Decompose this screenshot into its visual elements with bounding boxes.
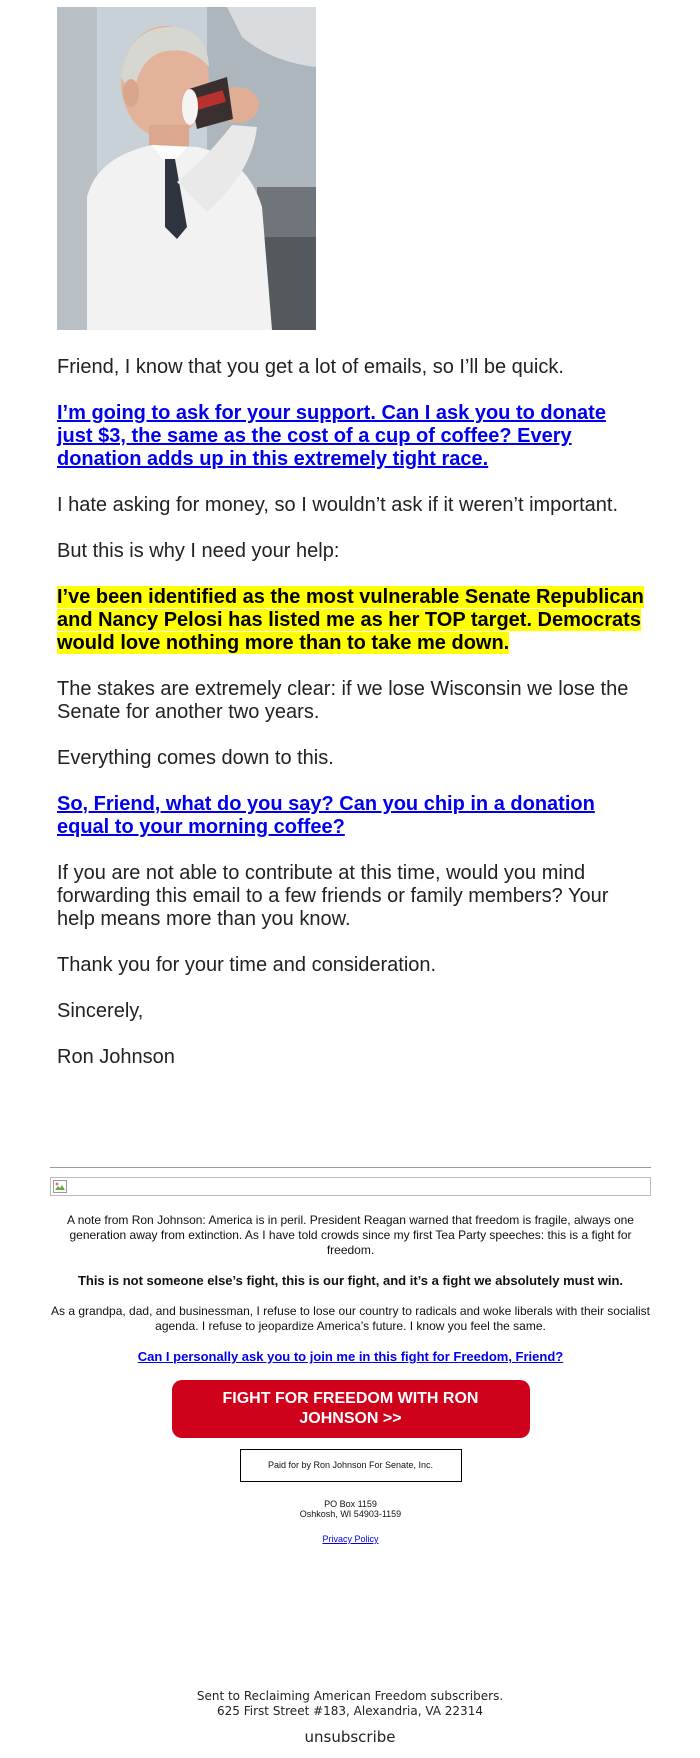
letter-paragraph: I hate asking for money, so I wouldn’t ask if it weren’t important. bbox=[57, 494, 618, 516]
fight-for-freedom-button[interactable]: FIGHT FOR FREEDOM WITH RON JOHNSON >> bbox=[172, 1380, 530, 1438]
donate-link-paragraph bbox=[57, 793, 647, 839]
letter-paragraph: If you are not able to contribute at this time, would you mind forwarding this email to a few friends or family members? Your help means more than you know. bbox=[57, 862, 609, 930]
footer-divider bbox=[50, 1167, 651, 1168]
bold-statement: This is not someone else’s fight, this is our fight, and it’s a fight we absolutely must win. bbox=[77, 1273, 624, 1288]
sent-to-notice: Sent to Reclaiming American Freedom subscribers. bbox=[196, 1689, 504, 1703]
paid-for-disclaimer: Paid for by Ron Johnson For Senate, Inc. bbox=[240, 1449, 462, 1482]
signoff: Sincerely, bbox=[57, 1000, 144, 1022]
highlighted-paragraph bbox=[57, 586, 647, 655]
join-fight-link[interactable]: Can I personally ask you to join me in this fight for Freedom, Friend? bbox=[137, 1349, 564, 1364]
sender-address: 625 First Street #183, Alexandria, VA 22314 bbox=[217, 1704, 483, 1718]
privacy-policy-link[interactable]: Privacy Policy bbox=[322, 1534, 379, 1544]
address-line: Oshkosh, WI 54903-1159 bbox=[299, 1509, 402, 1519]
signature: Ron Johnson bbox=[57, 1046, 175, 1068]
footer-banner-image[interactable] bbox=[50, 1177, 651, 1196]
email-footer bbox=[50, 1167, 651, 1545]
note-from-candidate: A note from Ron Johnson: America is in peril. President Reagan warned that freedom is fragile, always one generation away from extinction. As I have told crowds since my first Tea Party speeches: this is a fight for freedom. bbox=[67, 1213, 634, 1257]
unsubscribe-link[interactable]: unsubscribe bbox=[304, 1728, 396, 1746]
donate-link-paragraph bbox=[57, 402, 647, 471]
letter-paragraph: Thank you for your time and consideration. bbox=[57, 954, 437, 976]
letter-paragraph: Friend, I know that you get a lot of emails, so I’ll be quick. bbox=[57, 356, 564, 378]
cta-wrapper bbox=[50, 1380, 651, 1438]
highlighted-text: I’ve been identified as the most vulnerable Senate Republican and Nancy Pelosi has listed me as her TOP target. Democrats would love nothing more than to take me down. bbox=[57, 586, 644, 654]
letter-body bbox=[57, 356, 647, 1092]
candidate-statement: As a grandpa, dad, and businessman, I refuse to lose our country to radicals and woke liberals with their socialist agenda. I refuse to jeopardize America’s future. I know you feel the same. bbox=[51, 1304, 650, 1333]
address-line: PO Box 1159 bbox=[324, 1499, 377, 1509]
letter-paragraph: But this is why I need your help: bbox=[57, 540, 340, 562]
subscription-footer bbox=[0, 1689, 700, 1746]
candidate-photo bbox=[57, 7, 316, 330]
letter-paragraph: The stakes are extremely clear: if we lose Wisconsin we lose the Senate for another two years. bbox=[57, 678, 629, 723]
donate-link-chip-in[interactable]: So, Friend, what do you say? Can you chip in a donation equal to your morning coffee? bbox=[57, 793, 595, 838]
donate-link-coffee[interactable]: I’m going to ask for your support. Can I ask you to donate just $3, the same as the cost of a cup of coffee? Every donation adds up in this extremely tight race. bbox=[57, 402, 606, 470]
mailing-address bbox=[50, 1499, 651, 1519]
broken-image-icon bbox=[53, 1180, 67, 1193]
letter-paragraph: Everything comes down to this. bbox=[57, 747, 334, 769]
